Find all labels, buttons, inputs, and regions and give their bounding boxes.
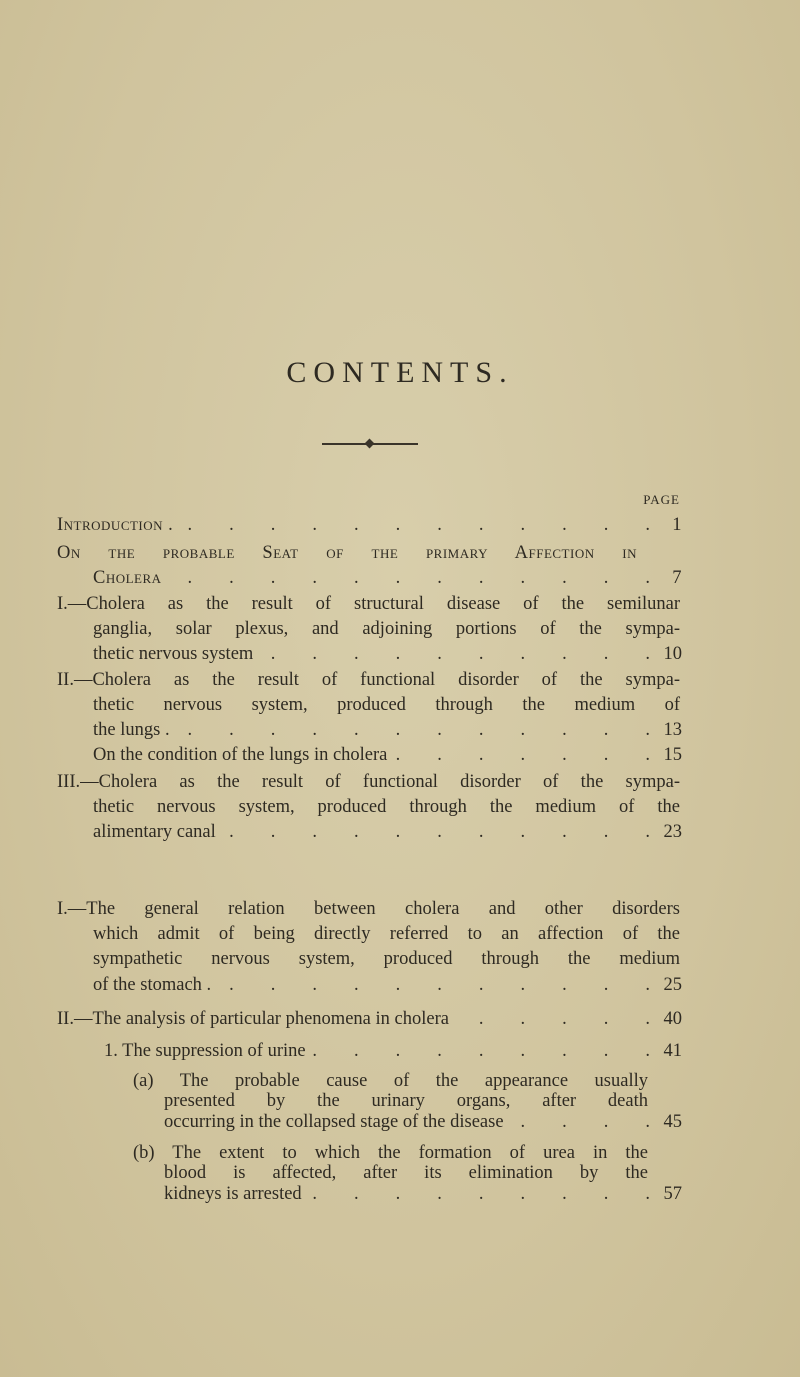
toc-entry-e3	[93, 821, 682, 843]
entry-line: III.—Cholera as the result of functional disorder of the sympa-	[57, 772, 680, 792]
page-number: 10	[663, 644, 682, 664]
toc-entry-f2-b	[164, 1183, 682, 1205]
toc-entry-f2-a	[164, 1111, 682, 1133]
entry-text: occurring in the collapsed stage of the disease	[164, 1112, 504, 1132]
entry-line: sympathetic nervous system, produced through the medium	[93, 949, 680, 969]
dot-leader	[449, 1008, 654, 1030]
page-number: 23	[663, 822, 682, 842]
page-number: 7	[672, 568, 682, 588]
entry-line: which admit of being directly referred to an affection of the	[93, 924, 680, 944]
dot-leader	[170, 719, 654, 741]
toc-entry-f1	[93, 974, 682, 996]
entry-text: the lungs .	[93, 720, 170, 740]
entry-line: II.—Cholera as the result of functional disorder of the sympa-	[57, 670, 680, 690]
entry-line: blood is affected, after its elimination by the	[164, 1163, 648, 1183]
toc-entry-e2	[93, 719, 682, 741]
entry-line: ganglia, solar plexus, and adjoining portions of the sympa-	[93, 619, 680, 639]
page-number: 57	[663, 1184, 682, 1204]
page-number: 1	[672, 515, 682, 535]
dot-leader	[504, 1111, 654, 1133]
entry-text: kidneys is arrested	[164, 1184, 302, 1204]
entry-line: (b) The extent to which the formation of urea in the	[133, 1143, 648, 1163]
entry-line: thetic nervous system, produced through the medium of	[93, 695, 680, 715]
entry-line: thetic nervous system, produced through the medium of the	[93, 797, 680, 817]
toc-entry-f2	[57, 1008, 682, 1030]
entry-line: I.—The general relation between cholera and other disorders	[57, 899, 680, 919]
toc-entry-e1	[93, 643, 682, 665]
page-title: CONTENTS.	[286, 356, 514, 389]
entry-text: alimentary canal	[93, 822, 216, 842]
entry-line: (a) The probable cause of the appearance usually	[133, 1071, 648, 1091]
entry-text: 1. The suppression of urine	[104, 1041, 306, 1061]
dot-leader	[253, 643, 654, 665]
entry-text: Cholera	[93, 568, 162, 588]
entry-text: Introduction .	[57, 515, 174, 535]
page-number: 15	[663, 745, 682, 765]
page-number: 25	[663, 975, 682, 995]
toc-entry-introduction	[57, 514, 682, 536]
toc-entry-seat	[93, 567, 682, 589]
page-number: 45	[663, 1112, 682, 1132]
ornament-divider-icon	[322, 443, 418, 445]
entry-text: II.—The analysis of particular phenomena in cholera	[57, 1009, 449, 1029]
dot-leader	[173, 514, 654, 536]
entry-line: presented by the urinary organs, after death	[164, 1091, 648, 1111]
entry-text: On the condition of the lungs in cholera	[93, 745, 388, 765]
dot-leader	[302, 1183, 654, 1205]
page-number: 13	[663, 720, 682, 740]
toc-entry-e2a	[93, 744, 682, 766]
dot-leader	[387, 744, 654, 766]
dot-leader	[306, 1040, 654, 1062]
entry-text: thetic nervous system	[93, 644, 254, 664]
dot-leader	[162, 567, 654, 589]
dot-leader	[216, 821, 654, 843]
entry-line: I.—Cholera as the result of structural disease of the semilunar	[57, 594, 680, 614]
page-number: 41	[663, 1041, 682, 1061]
page-number: 40	[663, 1009, 682, 1029]
toc-entry-f2-1	[104, 1040, 682, 1062]
entry-text: of the stomach .	[93, 975, 212, 995]
page-column-header: PAGE	[643, 492, 680, 507]
dot-leader	[211, 974, 654, 996]
entry-line: On the probable Seat of the primary Affection in	[57, 543, 637, 563]
